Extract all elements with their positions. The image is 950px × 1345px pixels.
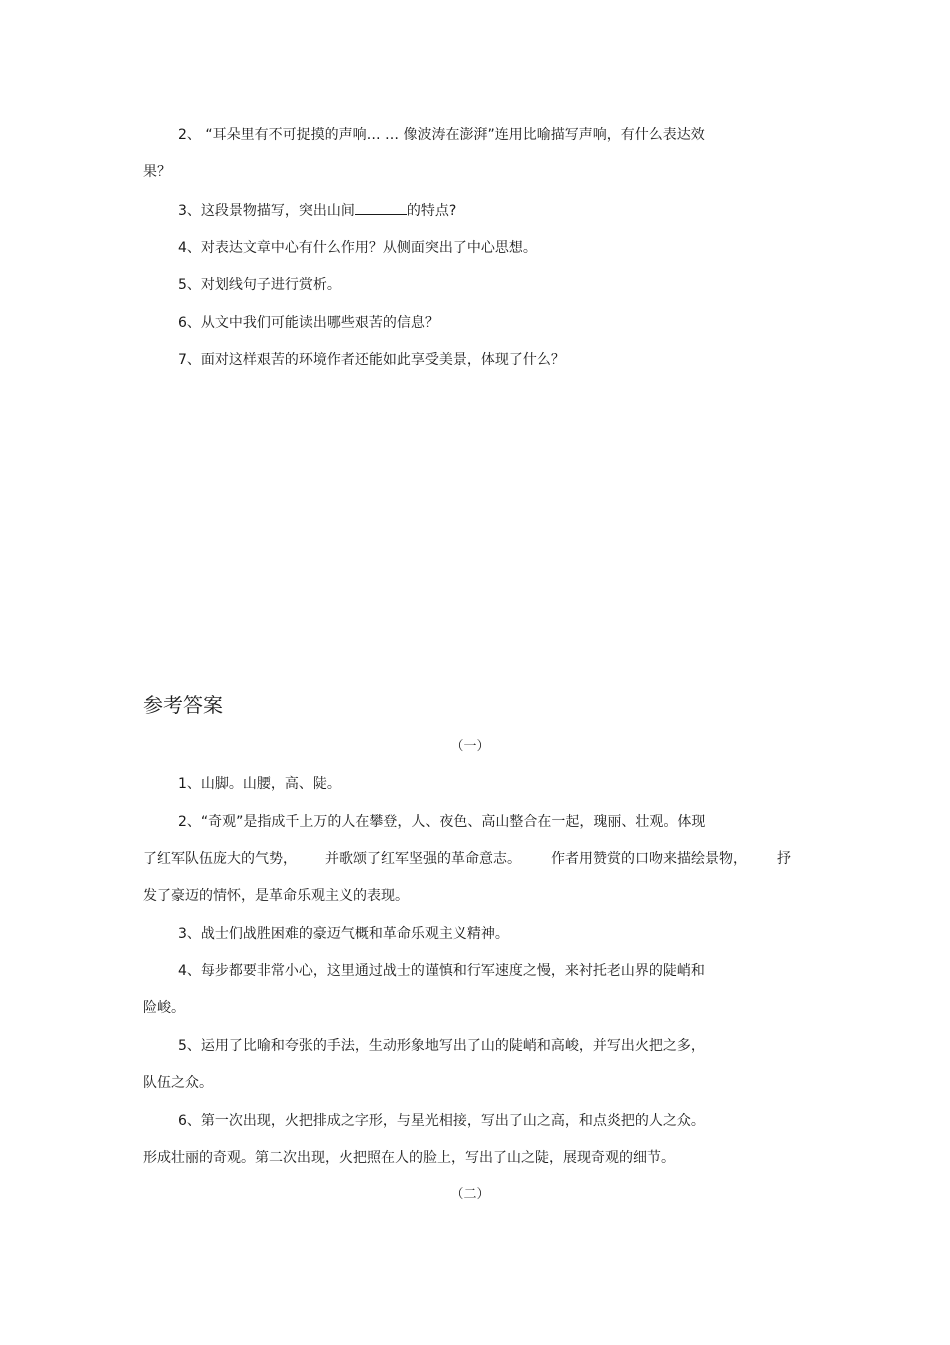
answer-2-line3: 发了豪迈的情怀，是革命乐观主义的表现。	[143, 888, 409, 904]
answer-2-part4: 抒	[777, 851, 791, 867]
answer-2-line2	[143, 849, 791, 869]
answers-title: 参考答案	[143, 693, 223, 717]
question-6: 6、从文中我们可能读出哪些艰苦的信息？	[178, 315, 439, 331]
question-2-line1: 2、 “耳朵里有不可捉摸的声响… … 像波涛在澎湃”连用比喻描写声响，有什么表达效	[178, 127, 705, 143]
section-two-label: （二）	[450, 1187, 490, 1202]
answer-2-part2: 并歌颂了红军坚强的革命意志。	[325, 851, 521, 867]
answer-6-line2: 形成壮丽的奇观。第二次出现，火把照在人的脸上，写出了山之陡，展现奇观的细节。	[143, 1150, 675, 1166]
question-7: 7、面对这样艰苦的环境作者还能如此享受美景，体现了什么？	[178, 352, 565, 368]
fill-in-blank	[355, 200, 407, 215]
answer-4-line2: 险峻。	[143, 1000, 185, 1016]
answer-5-line1: 5、运用了比喻和夸张的手法，生动形象地写出了山的陡峭和高峻，并写出火把之多，	[178, 1038, 705, 1054]
answer-3: 3、战士们战胜困难的豪迈气概和革命乐观主义精神。	[178, 926, 509, 942]
question-2-line2: 果？	[143, 164, 171, 180]
answer-2-part1: 了红军队伍庞大的气势，	[143, 851, 297, 867]
question-5: 5、对划线句子进行赏析。	[178, 277, 341, 293]
answer-6-line1: 6、第一次出现，火把排成之字形，与星光相接，写出了山之高，和点炎把的人之众。	[178, 1113, 705, 1129]
question-3	[178, 200, 456, 221]
question-4: 4、对表达文章中心有什么作用？从侧面突出了中心思想。	[178, 240, 537, 256]
section-one-label: （一）	[450, 739, 490, 754]
answer-1: 1、山脚。山腰，高、陡。	[178, 776, 341, 792]
question-3-post: 的特点?	[406, 203, 457, 219]
question-3-pre: 3、这段景物描写，突出山间	[178, 203, 355, 219]
answer-2-line1: 2、“奇观”是指成千上万的人在攀登，人、夜色、高山整合在一起，瑰丽、壮观。体现	[178, 814, 706, 830]
answer-2-part3: 作者用赞赏的口吻来描绘景物，	[551, 851, 747, 867]
answer-4-line1: 4、每步都要非常小心，这里通过战士的谨慎和行军速度之慢，来衬托老山界的陡峭和	[178, 963, 705, 979]
answer-5-line2: 队伍之众。	[143, 1075, 213, 1091]
